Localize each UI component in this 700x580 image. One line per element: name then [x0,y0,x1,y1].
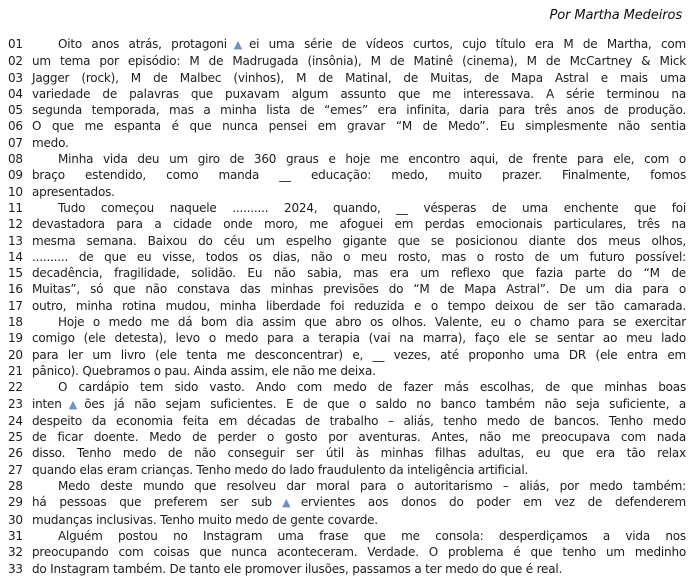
line-number: 05 [8,103,23,118]
text-line-22 [8,379,686,395]
line-number: 11 [8,200,23,215]
line-text: Muitas”, só que não constava das minhas previsões do “M de Mapa Astral”. De um dia para o [32,282,686,297]
line-text: para ler um livro (ele tenta me desconcentrar) e, __ vezes, até proponho uma DR (ele entra em [32,347,686,362]
text-line-17 [8,298,686,314]
line-number: 18 [8,315,23,330]
line-text: preocupando com coisas que nunca aconteceram. Verdade. O problema é que tenho um medinho [32,545,686,560]
line-number: 01 [8,37,23,51]
line-number: 25 [8,430,23,445]
line-number: 02 [8,54,23,69]
line-text: O cardápio tem sido vasto. Ando com medo de fazer más escolhas, de que minhas boas [58,380,686,395]
text-line-10 [8,184,686,200]
line-text: há pessoas que preferem ser sub▲ervientes aos donos do poder em vez de defenderem [32,495,686,510]
line-text: Jagger (rock), M de Malbec (vinhos), M de Matinal, de Muitas, de Mapa Astral e mais uma [32,70,686,85]
line-number: 07 [8,135,23,150]
text-line-24 [8,413,686,429]
line-text: Hoje o medo me dá bom dia assim que abro os olhos. Valente, eu o chamo para se exercitar [58,315,686,330]
line-number: 26 [8,446,23,461]
line-text: medo. [32,135,69,150]
line-text: O que me espanta é que nunca pensei em gravar “M de Medo”. Eu simplesmente não sentia [32,119,686,134]
line-number: 19 [8,331,23,346]
line-number: 21 [8,363,23,378]
line-number: 30 [8,512,23,527]
line-number: 28 [8,479,23,494]
text-line-09 [8,167,686,183]
line-text: variedade de palavras que puxavam algum assunto que me interessava. A série terminou na [32,86,686,101]
line-number: 24 [8,413,23,428]
line-number: 16 [8,282,23,297]
line-number: 31 [8,528,23,543]
text-line-18 [8,314,686,330]
line-number: 13 [8,233,23,248]
line-number: 27 [8,462,23,477]
line-text: .......... de que eu visse, todos os dias, não o meu rosto, mas o rosto de um futuro possível: [32,249,686,264]
line-text: outro, minha rotina mudou, minha liberdade foi reduzida e o tempo deixou de ser tão camarada. [32,298,686,313]
line-text: decadência, fragilidade, solidão. Eu não sabia, mas era um reflexo que fazia parte do “M de [32,266,686,281]
line-number: 17 [8,298,23,313]
line-number: 15 [8,266,23,281]
line-number: 20 [8,347,23,362]
line-text: do Instagram também. De tanto ele promover ilusões, passamos a ter medo do que é real. [32,561,563,576]
text-line-20 [8,347,686,363]
line-number: 12 [8,217,23,232]
line-number: 22 [8,380,23,395]
text-line-02 [8,53,686,69]
text-line-04 [8,86,686,102]
line-text: pânico). Quebramos o pau. Ainda assim, ele não me deixa. [32,363,376,378]
text-line-15 [8,265,686,281]
text-line-32 [8,544,686,560]
text-line-29 [8,494,686,511]
text-line-28 [8,478,686,494]
line-text: devastadora para a cidade onde moro, me afoguei em perdas emocionais particulares, três na [32,217,686,232]
text-line-26 [8,445,686,461]
text-line-16 [8,281,686,297]
line-number: 06 [8,119,23,134]
line-text: de ficar doente. Medo de perder o gosto por aventuras. Antes, não me preocupava com nada [32,430,686,445]
text-line-13 [8,233,686,249]
text-line-30 [8,512,686,528]
line-number: 32 [8,545,23,560]
line-text: Oito anos atrás, protagoni▲ei uma série de vídeos curtos, cujo título era M de Martha, com [58,37,686,51]
line-number: 23 [8,396,23,411]
text-line-05 [8,102,686,118]
line-number: 08 [8,152,23,167]
line-text: comigo (ele detesta), levo o medo para a terapia (vai na marra), faço ele se sentar ao meu lado [32,331,686,346]
text-line-08 [8,151,686,167]
line-number: 14 [8,249,23,264]
text-line-25 [8,429,686,445]
line-text: apresentados. [32,184,115,199]
blank-triangle-icon: ▲ [272,496,300,510]
byline: Por Martha Medeiros [549,8,682,23]
text-line-06 [8,118,686,134]
line-text: Medo deste mundo que resolveu dar moral para o autoritarismo – aliás, por medo também: [58,479,686,494]
text-line-23 [8,396,686,413]
text-line-19 [8,330,686,346]
blank-triangle-icon: ▲ [227,38,248,51]
line-number: 04 [8,86,23,101]
line-number: 10 [8,184,23,199]
line-number: 03 [8,70,23,85]
text-line-14 [8,249,686,265]
line-text: disso. Tenho medo de não conseguir ser útil às minhas filhas adultas, eu que era tão relax [32,446,686,461]
line-text: inten▲ões já não sejam suficientes. E de que o saldo no banco também não seja suficiente, a [32,396,686,411]
line-text: segunda temporada, mas a minha lista de “emes” era infinita, daria para três anos de produção. [32,103,686,118]
text-line-01 [8,36,686,53]
text-line-33 [8,561,686,577]
text-line-31 [8,528,686,544]
article-body [8,36,686,577]
text-line-07 [8,135,686,151]
line-number: 33 [8,561,23,576]
line-text: quando elas eram crianças. Tenho medo do lado fraudulento da inteligência artificial. [32,462,529,477]
line-text: mudanças inclusivas. Tenho muito medo de gente covarde. [32,512,378,527]
text-line-27 [8,462,686,478]
line-number: 29 [8,495,23,510]
blank-triangle-icon: ▲ [62,397,84,411]
line-text: um tema por episódio: M de Madrugada (insônia), M de Matinê (cinema), M de McCartney & Mick [32,54,686,69]
line-text: Minha vida deu um giro de 360 graus e hoje me encontro aqui, de frente para ele, com o [58,152,686,167]
text-line-12 [8,216,686,232]
line-text: Alguém postou no Instagram uma frase que me consola: desperdiçamos a vida nos [58,528,686,543]
text-line-21 [8,363,686,379]
line-text: braço estendido, como manda __ educação: medo, muito prazer. Finalmente, fomos [32,168,686,183]
text-line-03 [8,70,686,86]
text-line-11 [8,200,686,216]
line-text: Tudo começou naquele .......... 2024, quando, __ vésperas de uma enchente que foi [58,200,686,215]
line-text: despeito da economia feita em décadas de trabalho – aliás, tenho medo de bancos. Tenho medo [32,413,686,428]
line-text: mesma semana. Baixou do céu um espelho gigante que se posicionou diante dos meus olhos, [32,233,686,248]
line-number: 09 [8,168,23,183]
